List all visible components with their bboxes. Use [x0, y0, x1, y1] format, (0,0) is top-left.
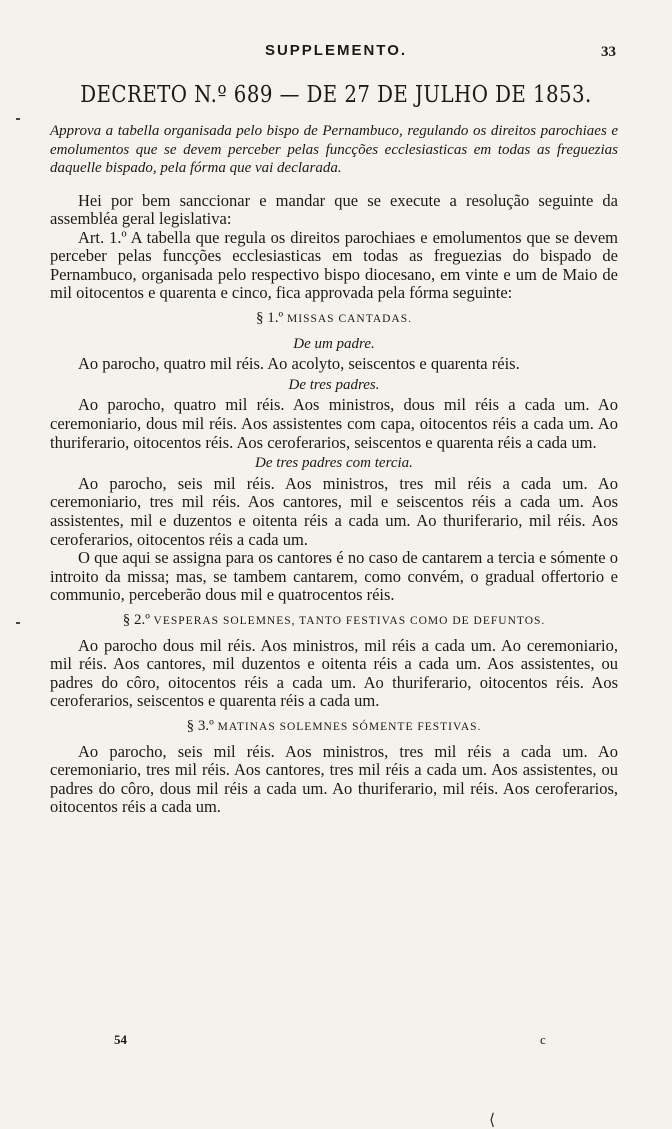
paragraph: Ao parocho, seis mil réis. Aos ministros, tres mil réis a cada um. Ao ceremoniario, tres mil réis. Aos cantores, mil e seiscentos réis a cada um. Aos assistentes, mil e duzentos e oitenta réis a cada um. Ao thuriferario, mil réis. Aos ceroferarios, oitocentos réis a cada um. — [50, 473, 618, 549]
section-title: MATINAS SOLEMNES SÓMENTE FESTIVAS. — [217, 720, 482, 733]
section-title: VESPERAS SOLEMNES, TANTO FESTIVAS COMO DE DEFUNTOS. — [153, 614, 546, 627]
section-symbol: § 2.º — [122, 611, 150, 628]
subheading: De tres padres com tercia. — [255, 455, 413, 472]
preamble: Hei por bem sanccionar e mandar que se execute a resolução seguinte da assembléa geral legislativa: — [50, 190, 618, 229]
page-number: 33 — [601, 44, 616, 60]
section-symbol: § 3.º — [186, 717, 214, 734]
margin-speck — [16, 622, 20, 624]
paragraph: Ao parocho, quatro mil réis. Aos ministros, dous mil réis a cada um. Ao ceremoniario, dous mil réis. Aos assistentes com capa, oitocentos réis a cada um. Ao thuriferario, oitocentos réis. Aos ceroferarios, seiscentos e quarenta réis a cada um. — [50, 395, 618, 452]
subheading: De tres padres. — [288, 376, 380, 393]
section-heading — [50, 309, 618, 329]
section-title: MISSAS CANTADAS. — [287, 313, 413, 326]
section-heading — [50, 717, 618, 737]
margin-speck — [16, 118, 20, 120]
section-symbol: § 1.º — [255, 310, 284, 327]
paragraph: Ao parocho dous mil réis. Aos ministros, mil réis a cada um. Ao ceremoniario, mil réis. Aos cantores, mil duzentos e oitenta réis a cada um. Aos assistentes, ou padres do côro, oitocentos réis a cada um. Ao thuriferario, oitocentos réis. Aos ceroferarios, seiscentos e quarenta réis a cada um. — [50, 635, 618, 711]
paragraph: Ao parocho, seis mil réis. Aos ministros, tres mil réis a cada um. Ao ceremoniario, tres mil réis. Aos cantores, tres mil réis a cada um. Aos assistentes, ou padres do côro, dous mil réis a cada um. Ao thuriferario, mil réis. Aos ceroferarios, oitocentos réis a cada um. — [50, 741, 618, 817]
article-1: Art. 1.º A tabella que regula os direitos parochiaes e emolumentos que se devem perceber pelas funcções ecclesiasticas em todas as freguezias do bispado de Pernambuco, organisada pelo respectivo bispo diocesano, em vinte e um de Maio de mil oitocentos e quarenta e cinco, fica approvada pela fórma seguinte: — [50, 227, 618, 303]
pencil-mark-icon: ⟨ — [489, 1110, 496, 1129]
subheading: De um padre. — [293, 335, 375, 352]
running-title: SUPPLEMENTO. — [264, 42, 408, 59]
paragraph: Ao parocho, quatro mil réis. Ao acolyto, seiscentos e quarenta réis. — [78, 354, 520, 374]
gathering-mark: c — [540, 1032, 546, 1047]
document-body — [50, 122, 618, 817]
decree-title: DECRETO N.º 689 — DE 27 DE JULHO DE 1853. — [80, 82, 592, 108]
paragraph: O que aqui se assigna para os cantores é no caso de cantarem a tercia e sómente o introito da missa; mas, se tambem cantarem, como convém, o gradual offertorio e communio, perceberão dous mil e quatrocentos réis. — [50, 548, 618, 605]
signature-mark: 54 — [114, 1032, 127, 1047]
decree-summary: Approva a tabella organisada pelo bispo de Pernambuco, regulando os direitos parochiaes e emolumentos que se devem perceber pelas funcções ecclesiasticas em todas as freguezias daquelle bispado, pela fórma que vai declarada. — [50, 123, 618, 176]
section-heading — [50, 611, 618, 631]
